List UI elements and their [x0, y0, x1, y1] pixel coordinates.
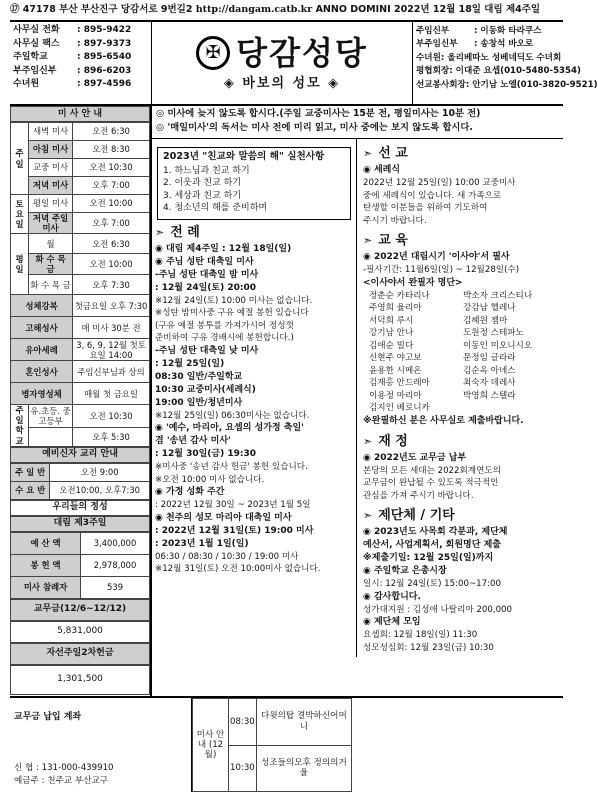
offering-value: 3,400,000: [81, 532, 150, 554]
section-line: 주시기 바랍니다.: [363, 215, 427, 226]
contact-value: : 895-9422: [77, 25, 132, 36]
page-title: 당감성당: [236, 34, 368, 72]
schedule-row: [11, 383, 150, 405]
contact-label: 주일학교: [13, 52, 48, 63]
practice-item: 2. 이웃과 친교 하기: [163, 178, 242, 188]
section-line: ※제출기일: 12월 25일(일)까지: [363, 553, 494, 563]
mass-intention-table: [192, 698, 352, 792]
offering-week: 대림 제3주일: [10, 516, 150, 532]
arrow-icon: ➣: [363, 234, 373, 248]
offering-value: 539: [81, 576, 150, 598]
schedule-time: 오후 7:00: [73, 213, 150, 234]
schedule-time: 주임신부님과 상의: [73, 361, 150, 383]
intention-text: 다윗의탑 결박하신어머니: [256, 699, 351, 746]
section-line: ◉ 대림 제4주일 : 12월 18일(일): [155, 243, 292, 254]
name-item: 정춘순 카타리나: [369, 290, 430, 301]
postal-address: ⑰ 47178 부산 부산진구 당감서로 9번길2: [10, 4, 193, 15]
notice-line: ◎ 미사에 늦지 않도록 합시다.(주일 교중미사는 15분 전, 평일미사는 10분 전): [156, 108, 481, 119]
schedule-row: [11, 213, 150, 234]
mass-schedule-table: [10, 122, 150, 447]
section-line: 교무금이 완납될 수 있도록 적극적인: [363, 478, 499, 488]
section-line: ※12월 31일(토) 오전 10:00미사 없습니다.: [155, 564, 321, 574]
notice-line: ◎ '매일미사'의 독서는 미사 전에 미리 읽고, 미사 중에는 보지 않도록 합시다.: [156, 122, 473, 133]
section-line: 10:30 교중미사(세례식): [155, 384, 256, 395]
schedule-name: 혼인성사: [11, 361, 73, 383]
catechumen-class: 주 일 반: [11, 463, 50, 481]
name-item: 김지인 베로니카: [369, 403, 430, 413]
section-title-text: 재 정: [378, 433, 408, 449]
schedule-time: 오후 7:30: [73, 275, 150, 295]
staff-row: [416, 78, 598, 92]
schedule-name: 병자영성체: [11, 383, 73, 405]
contact-label: 부주임신부: [13, 65, 57, 76]
section-title: [363, 433, 557, 451]
offering-row: [11, 532, 150, 554]
section-line: ※12월 25일(일) 06:30미사는 없습니다.: [155, 410, 310, 421]
top-info-line: [10, 4, 563, 18]
section-line: 08:30 일반/주일학교: [155, 371, 243, 382]
section-line: ※12월 24일(토) 10:00 미사는 없습니다.: [155, 295, 313, 306]
name-item: 이동인 미오니시오: [463, 340, 533, 351]
mass-guide-title: 미 사 안 내: [10, 106, 150, 122]
intention-time: 10:30: [229, 745, 257, 792]
section-line: -주님 성탄 대축일 낮 미사: [155, 345, 259, 356]
section-title-text: 교 육: [378, 233, 408, 249]
contact-value: : 897-9373: [77, 38, 132, 49]
schedule-name: [29, 427, 73, 446]
schedule-time: 오전 10:30: [73, 159, 150, 177]
name-item: 최숙자 데레사: [463, 378, 516, 388]
schedule-row: [11, 361, 150, 383]
schedule-name: 저녁 주일미사: [29, 213, 73, 234]
staff-value: : 송창석 바오로: [474, 39, 534, 50]
schedule-row: [11, 159, 150, 177]
name-item: 박영희 스텔라: [463, 390, 516, 401]
column-left: [152, 139, 357, 657]
schedule-time: 오후 5:30: [73, 427, 150, 446]
name-item: 이용정 마리아: [369, 390, 422, 401]
section-line: ◉ 감사합니다.: [363, 591, 421, 602]
schedule-row: [11, 295, 150, 317]
schedule-row: [11, 275, 150, 295]
schedule-name: 새벽 미사: [29, 123, 73, 141]
catechumen-row: [11, 463, 150, 481]
section-line: 본당의 모든 세대는 2022회계연도의: [363, 465, 501, 476]
schedule-name: 교중 미사: [29, 159, 73, 177]
contact-label: 사무실 팩스: [13, 38, 60, 49]
schedule-name: 유아세례: [11, 339, 73, 361]
section-line: 탄생할 이분들을 위하여 기도하여: [363, 203, 488, 213]
contact-row: [13, 51, 148, 65]
schedule-name: 유.초등. 중고등부: [30, 405, 71, 426]
section-title: [363, 507, 557, 525]
issue-date: ANNO DOMINI 2022년 12월 18일 대림 제4주일: [315, 4, 541, 15]
staff-value: : 이대준 요셉(010-5480-5354): [449, 66, 581, 77]
contact-value: : 896-6203: [77, 65, 132, 76]
schedule-group-label: 평일: [11, 234, 29, 295]
schedule-group-label: 주일학교: [11, 405, 29, 446]
staff-row: [416, 51, 560, 65]
section-line: ◉ 제단체 모임: [363, 617, 421, 627]
schedule-row: [11, 427, 150, 446]
schedule-name: 평일 미사: [29, 195, 73, 213]
schedule-name: 아침 미사: [29, 141, 73, 159]
schedule-name: 저녁 미사: [29, 177, 73, 195]
offering-value: 2,978,000: [81, 554, 150, 576]
left-sidebar: [10, 106, 152, 696]
staff-value: : 이동화 타라쿠스: [474, 25, 542, 36]
section-line: 중에 세례식이 있습니다. 새 가족으로: [363, 190, 502, 201]
arrow-icon: ➣: [363, 509, 373, 523]
practice-title: 2023년 "친교와 말씀의 해" 실천사항: [163, 151, 325, 162]
section-line: 관심을 가져 주시기 바랍니다.: [363, 490, 474, 501]
section-line: 2022년 12월 25일(일) 10:00 교중미사: [363, 178, 516, 188]
catechumen-table: [10, 463, 150, 500]
offering-title: 우리들의 정성: [10, 500, 150, 516]
intention-text: 성조들의모후 정의의거울: [256, 745, 351, 792]
education-section: [363, 232, 557, 429]
main-body: [10, 106, 563, 696]
edu-footer: ※완필하신 분은 사무실로 제출바랍니다.: [363, 415, 524, 426]
staff-list: [413, 22, 598, 104]
section-line: 일시: 12월 24일(토) 15:00~17:00: [363, 579, 501, 589]
intention-time: 08:30: [229, 699, 257, 746]
charity-label: 자선주일2차헌금: [10, 643, 150, 665]
name-item: 김애순 빌다: [369, 340, 414, 351]
content-area: [152, 106, 563, 696]
account-title: 교무금 납입 계좌: [14, 712, 82, 722]
staff-label: 선교봉사회장: [416, 79, 466, 90]
name-item: 도원정 스테파노: [463, 328, 524, 338]
schedule-time: 첫금요일 오후 7:30: [73, 295, 150, 317]
schedule-row: [11, 254, 150, 275]
arrow-icon: ➣: [363, 147, 373, 161]
arrow-icon: ➣: [363, 434, 373, 448]
schedule-time: 오전 6:30: [73, 234, 150, 254]
section-line: 성모성심회: 12월 23일(금) 10:30: [363, 642, 494, 653]
section-title: [363, 232, 557, 250]
section-line: 요셉회: 12월 18일(일) 11:30: [363, 630, 478, 640]
name-item: 강감남 헬레나: [463, 303, 516, 313]
schedule-row: [11, 234, 150, 254]
bottom-strip: [10, 696, 563, 792]
schedule-row: [11, 339, 150, 361]
notice-block: [152, 106, 563, 139]
name-item: [463, 403, 557, 416]
catechumen-title: 예비신자 교리 안내: [10, 447, 150, 463]
section-line: : 2022년 12월 30일 ~ 2023년 1월 5일: [155, 500, 311, 510]
section-line: 예산서, 사업계획서, 회원명단 제출: [363, 540, 501, 550]
name-list: [363, 291, 557, 416]
contact-label: 수녀원: [13, 79, 40, 90]
catechumen-row: [11, 481, 150, 499]
title-block: [152, 22, 413, 104]
contact-label: 사무실 전화: [13, 25, 60, 36]
catechumen-class: 수 요 반: [11, 481, 50, 499]
staff-label: 평협회장: [416, 66, 450, 77]
offering-label: 예 산 액: [11, 532, 81, 554]
section-line: : 12월 24일(토) 20:00: [155, 282, 257, 293]
staff-label: 수녀원: [416, 52, 441, 63]
schedule-name: 월: [29, 234, 73, 254]
staff-row: [416, 24, 560, 38]
account-info: [14, 763, 187, 788]
schedule-row: [11, 405, 150, 427]
section-line: ◉ 2022년도 교무금 납부: [363, 452, 467, 463]
contact-row: [13, 38, 148, 52]
name-item: 서덕희 루시: [369, 315, 414, 326]
practice-item: 4. 청소년의 해를 준비하며: [163, 203, 268, 213]
fund-value: 5,831,000: [10, 621, 150, 643]
subtitle: ◈ 바보의 성모 ◈: [223, 76, 341, 92]
section-line: ※미사중 '송년 감사 헌금' 봉헌 있습니다.: [155, 462, 308, 472]
section-line: 19:00 일반/청년미사: [155, 397, 243, 408]
offering-row: [11, 576, 150, 598]
name-item: 신현주 야고보: [369, 353, 422, 363]
schedule-time: 오전 6:30: [73, 123, 150, 141]
schedule-time: 오후 7:00: [73, 177, 150, 195]
contact-row: [13, 65, 148, 79]
name-item: 김재홍 안드레아: [369, 378, 430, 388]
website-link[interactable]: http://dangam.catb.kr: [195, 4, 313, 15]
schedule-row: [11, 123, 150, 141]
schedule-name: 화 수 목 금: [29, 254, 73, 275]
practice-box: [157, 147, 351, 220]
section-line: 준비하여 구유 경배시에 봉헌합니다.): [155, 333, 294, 343]
intention-label: 미사 안내 (12월): [193, 699, 229, 792]
schedule-time: 오전 10:00: [73, 254, 150, 275]
schedule-time: 매 미사 30분 전: [73, 317, 150, 339]
schedule-group-label: 토요일: [11, 195, 29, 234]
section-title: [155, 224, 353, 242]
schedule-row: [11, 141, 150, 159]
schedule-time: 오전 10:00: [73, 195, 150, 213]
section-line: : 2023년 1월 1일(일): [155, 538, 249, 549]
intention-row: [193, 699, 352, 746]
section-line: ◉ '예수, 마리아, 요셉의 성가정 축일': [155, 423, 304, 433]
fund-label: 교무금(12/6~12/12): [10, 599, 150, 621]
section-title-text: 제단체 / 기타: [378, 508, 455, 524]
contact-value: : 897-4596: [77, 79, 132, 90]
section-line: : 2022년 12월 31일(토) 19:00 미사: [155, 525, 314, 536]
contact-list: [10, 22, 152, 104]
column-right: [357, 139, 563, 657]
account-number: 신 협 : 131-000-439910: [14, 763, 114, 773]
catechumen-time: 오전 9:00: [50, 463, 150, 481]
name-item: 주영희 율리아: [369, 303, 422, 313]
section-line: : 12월 30일(금) 19:30: [155, 449, 257, 459]
section-line: ◉ 2023년도 사목회 각분과, 제단체: [363, 527, 508, 537]
schedule-time: 매월 첫 금요일: [73, 383, 150, 405]
schedule-row: [11, 317, 150, 339]
schedule-name: 고해성사: [11, 317, 73, 339]
practice-item: 1. 하느님과 친교 하기: [163, 165, 250, 176]
staff-row: [416, 38, 560, 52]
name-item: 김혜원 젬마: [463, 315, 508, 326]
masthead: [10, 20, 598, 106]
section-line: 성가대지원 : 김성애 나탈리아 200,000: [363, 604, 512, 615]
contact-row: [13, 24, 148, 38]
staff-value: : 안기남 노엘(010-3820-9521): [465, 79, 598, 90]
contact-value: : 895-6540: [77, 52, 132, 63]
name-item: 강기남 안나: [369, 328, 414, 338]
name-item: 윤용한 시메온: [369, 365, 422, 376]
schedule-group-label: 주일: [11, 123, 29, 195]
offering-label: 미사 참례자: [11, 576, 81, 598]
schedule-time: 오전 8:30: [73, 141, 150, 159]
section-title-text: 전 례: [170, 224, 200, 240]
section-title-text: 선 교: [378, 146, 408, 162]
staff-value: : 올리베따노 성베네딕도 수녀회: [440, 52, 562, 63]
section-line: ◉ 가정 성화 주간: [155, 487, 225, 497]
schedule-row: [11, 195, 150, 213]
schedule-time: 오전 10:30: [73, 405, 150, 427]
mission-section: [363, 145, 557, 228]
account-holder: 예금주 : 천주교 부산교구: [14, 775, 109, 786]
schedule-name: 화 수 목 금: [29, 275, 73, 295]
section-line: ◉ 천주의 성모 마리아 대축일 미사: [155, 512, 292, 523]
name-item: 김순옥 아녜스: [463, 365, 516, 376]
name-item: 박소자 크리스티나: [463, 290, 533, 301]
section-line: -주님 성탄 대축일 밤 미사: [155, 269, 259, 280]
offering-row: [11, 554, 150, 576]
offering-table: [10, 532, 150, 599]
section-title: [363, 145, 557, 163]
arrow-icon: ➣: [155, 225, 165, 239]
section-line: 겸 '송년 감사 미사': [155, 436, 231, 446]
section-line: ◉ 세례식: [363, 165, 401, 175]
staff-label: 주임신부: [416, 25, 450, 36]
church-logo-icon: ✠: [196, 36, 230, 70]
section-line: ※성탄 밤미사중 구유 예절 봉헌 있습니다: [155, 308, 309, 318]
section-line: ※오전 10:00 미사 없습니다.: [155, 474, 265, 485]
practice-item: 3. 세상과 친교 하기: [163, 190, 242, 201]
catechumen-time: 오전10:00, 오후7:30: [50, 481, 150, 499]
section-line: -필사기간: 11월6일(일) ~ 12월28일(수): [363, 265, 520, 275]
offering-label: 봉 헌 액: [11, 554, 81, 576]
schedule-row: [11, 177, 150, 195]
section-line: 06:30 / 08:30 / 10:30 / 19:00 미사: [155, 551, 299, 562]
account-box: [10, 698, 192, 792]
liturgy-section: [155, 224, 353, 577]
section-line: ◉ 2022년 대림시기 '이사야'서 필사: [363, 252, 510, 262]
charity-value: 1,301,500: [10, 665, 150, 695]
contact-row: [13, 78, 148, 92]
section-line: ◉ 주님 성탄 대축일 미사: [155, 256, 254, 267]
finance-section: [363, 433, 557, 504]
schedule-time: 3, 6, 9, 12월 첫토요일 14:00: [73, 339, 150, 361]
section-line: ◉ 주일학교 은총시장: [363, 566, 447, 576]
section-line: (구유 예절 봉투를 가져가시어 정성껏: [155, 320, 294, 331]
name-item: 문정임 글라라: [463, 353, 516, 363]
section-line: <이사야서 완필자 명단>: [363, 277, 463, 288]
section-line: : 12월 25일(일): [155, 358, 225, 369]
organizations-section: [363, 507, 557, 655]
staff-label: 부주임신부: [416, 39, 458, 50]
schedule-name: 성체강복: [11, 295, 73, 317]
staff-row: [416, 65, 581, 79]
